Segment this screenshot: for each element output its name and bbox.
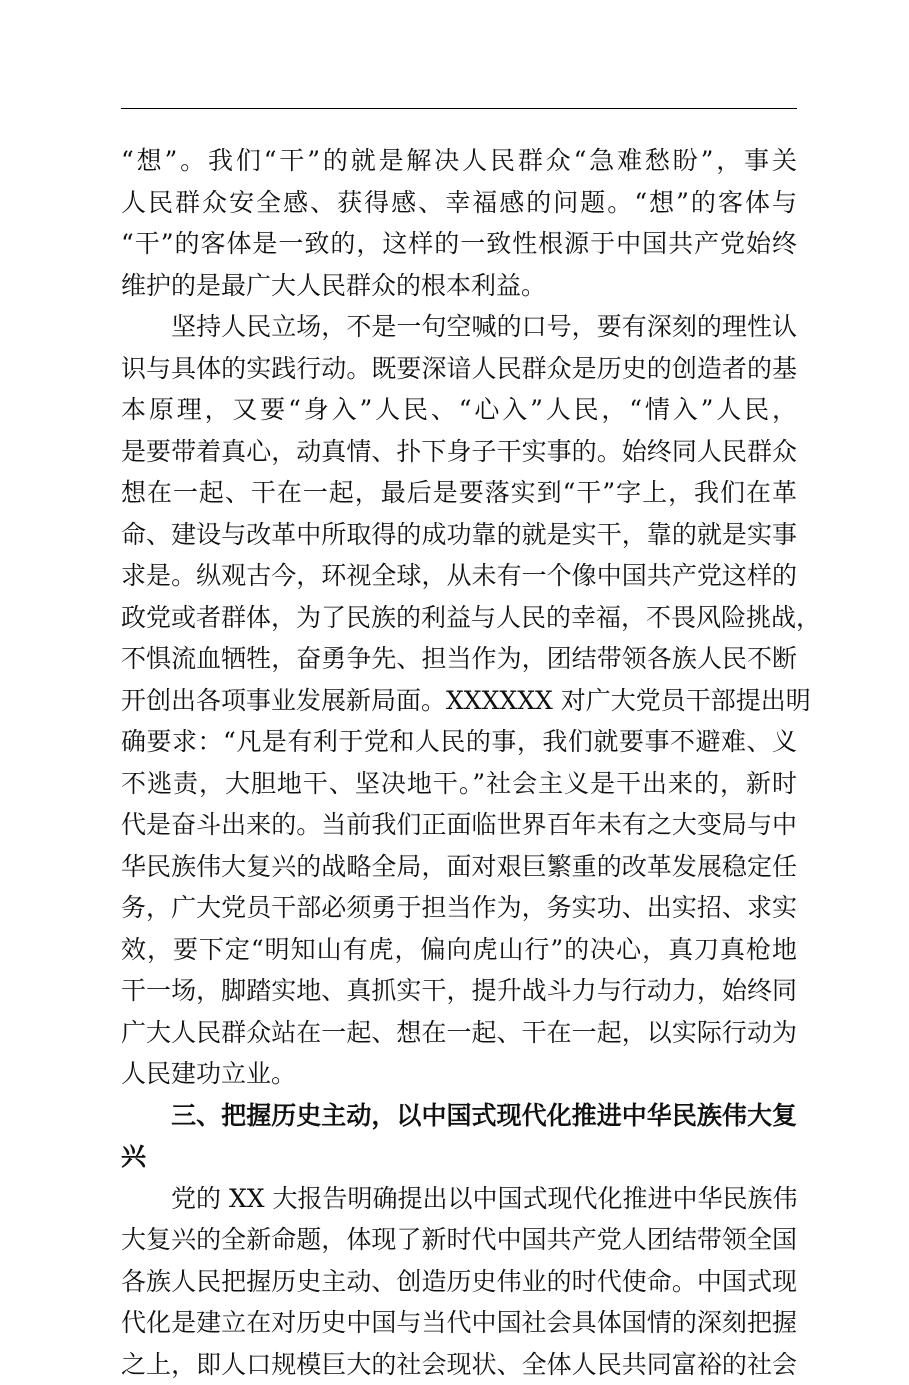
text-line: 不逃责，大胆地干、坚决地干。”社会主义是干出来的，新时 [121,763,797,805]
document-body [121,140,797,1385]
text-line: 干一场，脚踏实地、真抓实干，提升战斗力与行动力，始终同 [121,970,797,1012]
text-line: 华民族伟大复兴的战略全局，面对艰巨繁重的改革发展稳定任 [121,846,797,888]
text-line: 大复兴的全新命题，体现了新时代中国共产党人团结带领全国 [121,1219,797,1261]
text-line: 务，广大党员干部必须勇于担当作为，务实功、出实招、求实 [121,887,797,929]
text-line: 人民建功立业。 [121,1053,797,1095]
text-line: 开创出各项事业发展新局面。XXXXXX 对广大党员干部提出明 [121,680,797,722]
text-line: 是要带着真心，动真情、扑下身子干实事的。始终同人民群众 [121,431,797,473]
text-line: 人民群众安全感、获得感、幸福感的问题。“想”的客体与 [121,182,797,224]
text-line: 命、建设与改革中所取得的成功靠的就是实干，靠的就是实事 [121,514,797,556]
text-line: “想”。我们“干”的就是解决人民群众“急难愁盼”，事关 [121,140,797,182]
section-heading-line: 三、把握历史主动，以中国式现代化推进中华民族伟大复 [121,1095,797,1137]
text-line: “干”的客体是一致的，这样的一致性根源于中国共产党始终 [121,223,797,265]
text-line: 广大人民群众站在一起、想在一起、干在一起，以实际行动为 [121,1012,797,1054]
text-line: 之上，即人口规模巨大的社会现状、全体人民共同富裕的社会 [121,1344,797,1385]
text-line: 政党或者群体，为了民族的利益与人民的幸福，不畏风险挑战， [121,597,797,639]
text-line: 党的 XX 大报告明确提出以中国式现代化推进中华民族伟 [121,1178,797,1220]
text-line: 各族人民把握历史主动、创造历史伟业的时代使命。中国式现 [121,1261,797,1303]
text-line: 维护的是最广大人民群众的根本利益。 [121,265,797,307]
text-line: 代化是建立在对历史中国与当代中国社会具体国情的深刻把握 [121,1302,797,1344]
text-line: 效，要下定“明知山有虎，偏向虎山行”的决心，真刀真枪地 [121,929,797,971]
text-line: 识与具体的实践行动。既要深谙人民群众是历史的创造者的基 [121,348,797,390]
text-line: 求是。纵观古今，环视全球，从未有一个像中国共产党这样的 [121,555,797,597]
text-line: 本原理，又要“身入”人民、“心入”人民，“情入”人民， [121,389,797,431]
text-line: 代是奋斗出来的。当前我们正面临世界百年未有之大变局与中 [121,804,797,846]
text-line: 想在一起、干在一起，最后是要落实到“干”字上，我们在革 [121,472,797,514]
header-rule [121,108,797,109]
text-line: 确要求：“凡是有利于党和人民的事，我们就要事不避难、义 [121,721,797,763]
text-line: 不惧流血牺牲，奋勇争先、担当作为，团结带领各族人民不断 [121,638,797,680]
section-heading-line: 兴 [121,1136,797,1178]
text-line: 坚持人民立场，不是一句空喊的口号，要有深刻的理性认 [121,306,797,348]
